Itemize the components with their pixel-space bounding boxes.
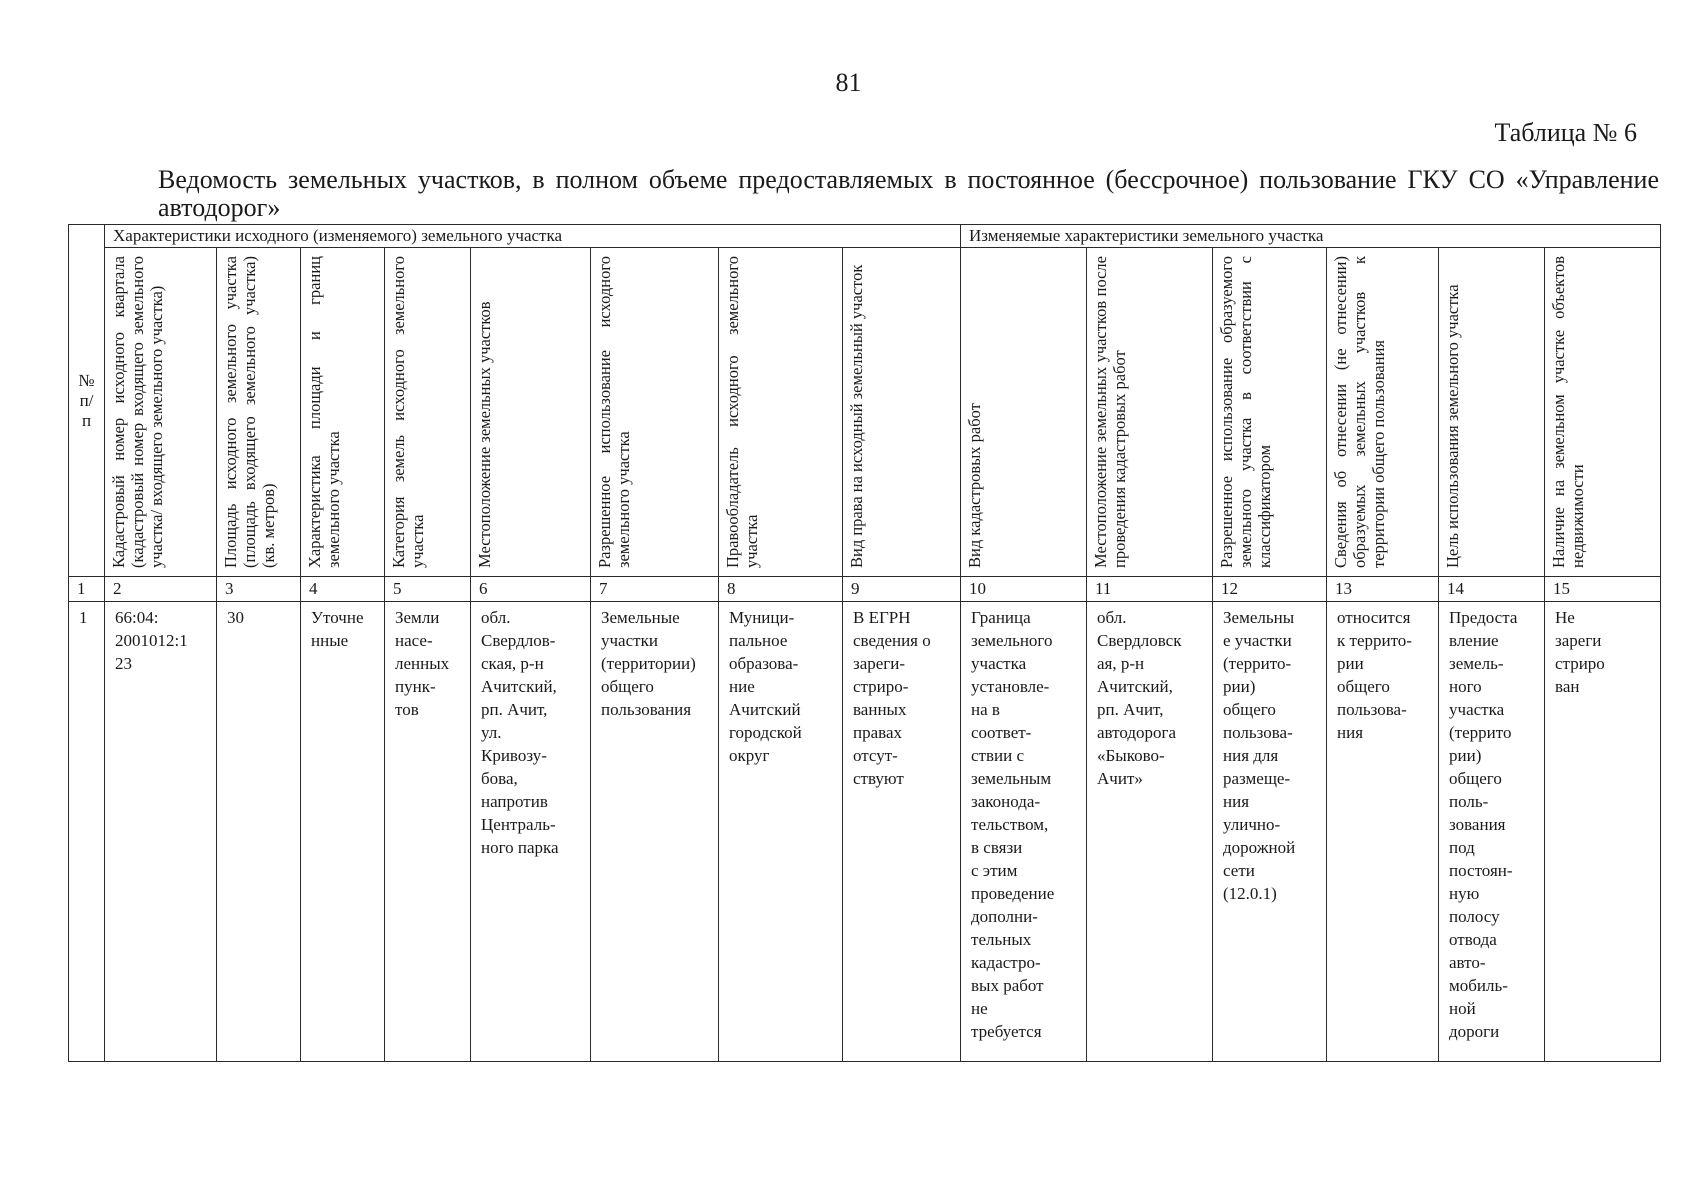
col-header-11: Местоположение земельных участков после проведения кадастровых работ [1087, 248, 1213, 577]
column-header-row [69, 248, 1661, 577]
table-cell: 66:04: 2001012:1 23 [105, 602, 217, 1062]
table-label: Таблица № 6 [1494, 118, 1637, 147]
col-header-10: Вид кадастровых работ [961, 248, 1087, 577]
document-title: Ведомость земельных участков, в полном объеме предоставляемых в постоянное (бессрочное) пользование ГКУ СО «Управление автодорог» [158, 165, 1659, 222]
table-row [69, 602, 1661, 1062]
column-number: 6 [471, 577, 591, 602]
table-cell: обл. Свердловск ая, р-н Ачитский, рп. Ачит, автодорога «Быково- Ачит» [1087, 602, 1213, 1062]
table-cell: Не зареги стриро ван [1545, 602, 1661, 1062]
col-header-3: Площадь исходного земельного участка (площадь входящего земельного участка) (кв. метров) [217, 248, 301, 577]
table-cell: Земельны е участки (террито- рии) общего пользова- ния для размеще- ния улично- дорожной сети (12.0.1) [1213, 602, 1327, 1062]
column-number: 7 [591, 577, 719, 602]
table-cell: В ЕГРН сведения о зареги- стриро- ванных правах отсут- ствуют [843, 602, 961, 1062]
table-cell: Предоста вление земель- ного участка (террито рии) общего поль- зования под постоян- ную полосу отвода авто- мобиль- ной дороги [1439, 602, 1545, 1062]
group-header-source: Характеристики исходного (изменяемого) земельного участка [105, 225, 961, 248]
table-cell: 1 [69, 602, 105, 1062]
col-header-4: Характеристика площади и границ земельного участка [301, 248, 385, 577]
col-header-14: Цель использования земельного участка [1439, 248, 1545, 577]
column-number: 2 [105, 577, 217, 602]
page-number: 81 [835, 68, 862, 97]
table-cell: Граница земельного участка установле- на в соответ- ствии с земельным законода- тельством, в связи с этим проведение дополни- тельных кадастро- вых работ не требуется [961, 602, 1087, 1062]
column-number: 14 [1439, 577, 1545, 602]
column-number: 1 [69, 577, 105, 602]
col-header-15: Наличие на земельном участке объектов недвижимости [1545, 248, 1661, 577]
table-cell: относится к террито- рии общего пользова- ния [1327, 602, 1439, 1062]
column-number: 3 [217, 577, 301, 602]
col-header-number: № п/ п [69, 225, 105, 577]
table-cell: Земли насе- ленных пунк- тов [385, 602, 471, 1062]
column-number: 8 [719, 577, 843, 602]
group-header-row [69, 225, 1661, 248]
table-cell: обл. Свердлов- ская, р-н Ачитский, рп. Ачит, ул. Кривозу- бова, напротив Централь- ного парка [471, 602, 591, 1062]
column-number: 11 [1087, 577, 1213, 602]
col-header-5: Категория земель исходного земельного участка [385, 248, 471, 577]
column-number: 9 [843, 577, 961, 602]
column-number: 12 [1213, 577, 1327, 602]
col-header-9: Вид права на исходный земельный участок [843, 248, 961, 577]
col-header-7: Разрешенное использование исходного земельного участка [591, 248, 719, 577]
table-cell: Земельные участки (территории) общего пользования [591, 602, 719, 1062]
col-header-12: Разрешенное использование образуемого земельного участка в соответствии с классификатором [1213, 248, 1327, 577]
col-header-2: Кадастровый номер исходного квартала (кадастровый номер входящего земельного участка/ входящего земельного участка) [105, 248, 217, 577]
column-number: 4 [301, 577, 385, 602]
column-number: 5 [385, 577, 471, 602]
column-number: 10 [961, 577, 1087, 602]
column-number: 15 [1545, 577, 1661, 602]
col-header-6: Местоположение земельных участков [471, 248, 591, 577]
group-header-changed: Изменяемые характеристики земельного участка [961, 225, 1661, 248]
col-header-8: Правообладатель исходного земельного участка [719, 248, 843, 577]
table-cell: 30 [217, 602, 301, 1062]
land-plots-table [68, 224, 1661, 1062]
col-header-13: Сведения об отнесении (не отнесении) образуемых земельных участков к территории общего пользования [1327, 248, 1439, 577]
column-number: 13 [1327, 577, 1439, 602]
table-cell: Уточне нные [301, 602, 385, 1062]
column-number-row [69, 577, 1661, 602]
table-cell: Муници- пальное образова- ние Ачитский городской округ [719, 602, 843, 1062]
